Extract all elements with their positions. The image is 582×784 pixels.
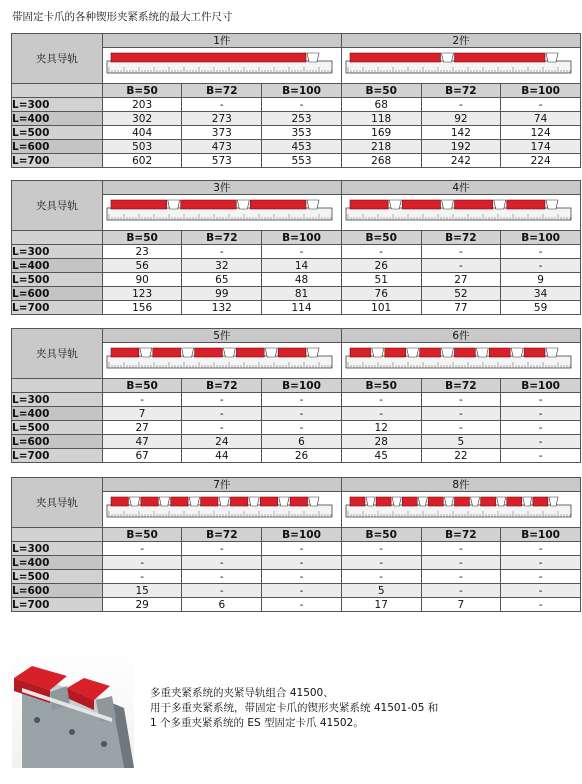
jaw-count-header: 3件 (102, 181, 341, 195)
max-workpiece-size: 124 (501, 126, 581, 140)
max-workpiece-size: 24 (182, 435, 262, 449)
table-row (12, 245, 581, 259)
wedge-clamp (189, 497, 199, 506)
width-header: B=50 (341, 231, 421, 245)
width-header: B=72 (182, 84, 262, 98)
max-workpiece-size: 47 (102, 435, 182, 449)
wedge-clamp (546, 348, 558, 357)
max-workpiece-size: 14 (262, 259, 342, 273)
page-title: 带固定卡爪的各种锲形夹紧系统的最大工件尺寸 (12, 11, 233, 23)
jaw-diagram-cell (341, 48, 580, 84)
max-workpiece-size: - (262, 556, 342, 570)
jaw-block (250, 200, 306, 209)
jaw-block (480, 497, 495, 506)
max-workpiece-size: - (501, 393, 581, 407)
max-workpiece-size: - (421, 393, 501, 407)
length-label: L=600 (12, 584, 103, 598)
jaw-block (350, 53, 441, 62)
max-workpiece-size: - (182, 245, 262, 259)
jaw-count-table (11, 477, 581, 612)
wedge-clamp (372, 348, 384, 357)
max-workpiece-size: - (341, 570, 421, 584)
wedge-clamp (546, 53, 558, 62)
max-workpiece-size: 224 (501, 154, 581, 168)
max-workpiece-size: - (421, 421, 501, 435)
table-row (12, 287, 581, 301)
wedge-clamp (129, 497, 139, 506)
max-workpiece-size: 23 (102, 245, 182, 259)
wedge-clamp (219, 497, 229, 506)
max-workpiece-size: 7 (102, 407, 182, 421)
table-row (12, 112, 581, 126)
jaw-block (507, 200, 545, 209)
jaw-block (420, 348, 441, 357)
table-row (12, 407, 581, 421)
width-header: B=100 (262, 379, 342, 393)
jaw-block (402, 497, 417, 506)
width-header: B=72 (182, 379, 262, 393)
max-workpiece-size: 404 (102, 126, 182, 140)
width-header: B=72 (421, 84, 501, 98)
length-label: L=700 (12, 301, 103, 315)
wedge-clamp (223, 348, 235, 357)
rail-label: 夹具导轨 (12, 181, 103, 231)
jaw-block (454, 348, 475, 357)
jaw-layout-diagram (342, 492, 575, 524)
jaw-count-header: 7件 (102, 478, 341, 492)
length-label: L=300 (12, 98, 103, 112)
max-workpiece-size: - (182, 584, 262, 598)
max-workpiece-size: - (421, 259, 501, 273)
max-workpiece-size: - (262, 98, 342, 112)
caption-line: 用于多重夹紧系统，带固定卡爪的锲形夹紧系统 41501-05 和 (150, 702, 439, 714)
width-header: B=50 (102, 231, 182, 245)
max-workpiece-size: 32 (182, 259, 262, 273)
max-workpiece-size: 142 (421, 126, 501, 140)
max-workpiece-size: - (421, 584, 501, 598)
wedge-clamp (308, 497, 318, 506)
jaw-block (507, 497, 522, 506)
max-workpiece-size: 51 (341, 273, 421, 287)
max-workpiece-size: 218 (341, 140, 421, 154)
max-workpiece-size: - (262, 393, 342, 407)
jaw-count-header: 8件 (341, 478, 580, 492)
length-label: L=600 (12, 140, 103, 154)
table-row (12, 542, 581, 556)
jaw-block (141, 497, 158, 506)
max-workpiece-size: 81 (262, 287, 342, 301)
max-workpiece-size: 26 (341, 259, 421, 273)
jaw-block (350, 348, 371, 357)
max-workpiece-size: - (262, 584, 342, 598)
length-label: L=700 (12, 598, 103, 612)
max-workpiece-size: 99 (182, 287, 262, 301)
wedge-clamp (181, 348, 193, 357)
max-workpiece-size: - (501, 584, 581, 598)
jaw-count-table (11, 180, 581, 315)
jaw-count-header: 4件 (341, 181, 580, 195)
jaw-layout-diagram (342, 343, 575, 375)
max-workpiece-size: 29 (102, 598, 182, 612)
max-workpiece-size: - (501, 421, 581, 435)
max-workpiece-size: - (501, 245, 581, 259)
max-workpiece-size: - (341, 393, 421, 407)
width-header: B=100 (501, 231, 581, 245)
max-workpiece-size: 74 (501, 112, 581, 126)
max-workpiece-size: 9 (501, 273, 581, 287)
jaw-diagram-cell (102, 343, 341, 379)
corner-cell (12, 528, 103, 542)
max-workpiece-size: 92 (421, 112, 501, 126)
width-header: B=50 (102, 528, 182, 542)
wedge-clamp (389, 200, 401, 209)
max-workpiece-size: - (501, 542, 581, 556)
product-photo (12, 648, 134, 768)
max-workpiece-size: 132 (182, 301, 262, 315)
max-workpiece-size: - (262, 542, 342, 556)
max-workpiece-size: - (501, 449, 581, 463)
max-workpiece-size: 6 (182, 598, 262, 612)
max-workpiece-size: 15 (102, 584, 182, 598)
max-workpiece-size: 353 (262, 126, 342, 140)
length-label: L=400 (12, 556, 103, 570)
jaw-layout-diagram (342, 48, 575, 80)
jaw-block (350, 200, 388, 209)
max-workpiece-size: 12 (341, 421, 421, 435)
max-workpiece-size: 34 (501, 287, 581, 301)
max-workpiece-size: 553 (262, 154, 342, 168)
jaw-layout-diagram (103, 343, 336, 375)
caption-line: 多重夹紧系统的夹紧导轨组合 41500、 (150, 687, 334, 699)
jaw-block (278, 348, 306, 357)
width-header: B=100 (262, 84, 342, 98)
max-workpiece-size: 253 (262, 112, 342, 126)
table-row (12, 584, 581, 598)
jaw-layout-diagram (103, 48, 336, 80)
width-header: B=72 (182, 231, 262, 245)
table-row (12, 154, 581, 168)
max-workpiece-size: 453 (262, 140, 342, 154)
max-workpiece-size: 473 (182, 140, 262, 154)
max-workpiece-size: - (102, 393, 182, 407)
max-workpiece-size: 573 (182, 154, 262, 168)
table-row (12, 301, 581, 315)
length-label: L=500 (12, 126, 103, 140)
table-row (12, 126, 581, 140)
jaw-block (236, 348, 264, 357)
max-workpiece-size: 52 (421, 287, 501, 301)
width-header: B=100 (501, 84, 581, 98)
width-header: B=50 (341, 379, 421, 393)
wedge-clamp (476, 348, 488, 357)
max-workpiece-size: 192 (421, 140, 501, 154)
jaw-block (533, 497, 548, 506)
jaw-block (454, 497, 469, 506)
max-workpiece-size: 5 (421, 435, 501, 449)
max-workpiece-size: 156 (102, 301, 182, 315)
jaw-block (489, 348, 510, 357)
jaw-block (153, 348, 181, 357)
max-workpiece-size: 45 (341, 449, 421, 463)
clamping-rail-image (12, 648, 134, 768)
wedge-clamp (159, 497, 169, 506)
corner-cell (12, 231, 103, 245)
jaw-block (454, 200, 492, 209)
width-header: B=72 (421, 231, 501, 245)
max-workpiece-size: - (102, 570, 182, 584)
corner-cell (12, 379, 103, 393)
length-label: L=300 (12, 542, 103, 556)
jaw-diagram-cell (102, 492, 341, 528)
width-header: B=72 (421, 379, 501, 393)
wedge-clamp (511, 348, 523, 357)
max-workpiece-size: 59 (501, 301, 581, 315)
max-workpiece-size: - (421, 407, 501, 421)
wedge-clamp (407, 348, 419, 357)
wedge-clamp (140, 348, 152, 357)
jaw-layout-diagram (103, 492, 336, 524)
wedge-clamp (307, 53, 319, 62)
max-workpiece-size: - (182, 556, 262, 570)
jaw-layout-diagram (342, 195, 575, 227)
wedge-clamp (278, 497, 288, 506)
jaw-block (454, 53, 545, 62)
wedge-clamp (441, 53, 453, 62)
jaw-count-table (11, 328, 581, 463)
table-row (12, 449, 581, 463)
max-workpiece-size: - (182, 98, 262, 112)
width-header: B=100 (262, 528, 342, 542)
max-workpiece-size: - (262, 245, 342, 259)
max-workpiece-size: 48 (262, 273, 342, 287)
max-workpiece-size: 56 (102, 259, 182, 273)
jaw-block (200, 497, 217, 506)
max-workpiece-size: 68 (341, 98, 421, 112)
table-row (12, 598, 581, 612)
max-workpiece-size: 22 (421, 449, 501, 463)
max-workpiece-size: 67 (102, 449, 182, 463)
jaw-block (171, 497, 188, 506)
max-workpiece-size: - (262, 407, 342, 421)
max-workpiece-size: - (421, 542, 501, 556)
width-header: B=100 (262, 231, 342, 245)
max-workpiece-size: - (182, 407, 262, 421)
jaw-block (428, 497, 443, 506)
max-workpiece-size: 90 (102, 273, 182, 287)
max-workpiece-size: 17 (341, 598, 421, 612)
caption (150, 686, 438, 731)
jaw-block (290, 497, 307, 506)
max-workpiece-size: - (262, 598, 342, 612)
max-workpiece-size: - (501, 259, 581, 273)
max-workpiece-size: 242 (421, 154, 501, 168)
jaw-block (194, 348, 222, 357)
max-workpiece-size: - (262, 570, 342, 584)
max-workpiece-size: 268 (341, 154, 421, 168)
max-workpiece-size: - (501, 598, 581, 612)
width-header: B=50 (341, 84, 421, 98)
jaw-layout-diagram (103, 195, 336, 227)
max-workpiece-size: 273 (182, 112, 262, 126)
max-workpiece-size: 169 (341, 126, 421, 140)
max-workpiece-size: - (102, 542, 182, 556)
max-workpiece-size: - (102, 556, 182, 570)
width-header: B=100 (501, 528, 581, 542)
max-workpiece-size: 503 (102, 140, 182, 154)
rail-label: 夹具导轨 (12, 329, 103, 379)
max-workpiece-size: - (421, 245, 501, 259)
max-workpiece-size: - (182, 570, 262, 584)
wedge-clamp (441, 348, 453, 357)
max-workpiece-size: 123 (102, 287, 182, 301)
wedge-clamp (237, 200, 249, 209)
max-workpiece-size: 203 (102, 98, 182, 112)
max-workpiece-size: - (341, 556, 421, 570)
jaw-diagram-cell (341, 492, 580, 528)
max-workpiece-size: - (501, 407, 581, 421)
max-workpiece-size: 76 (341, 287, 421, 301)
jaw-block (402, 200, 440, 209)
wedge-clamp (441, 200, 453, 209)
rail-label: 夹具导轨 (12, 34, 103, 84)
table-row (12, 570, 581, 584)
length-label: L=500 (12, 273, 103, 287)
max-workpiece-size: 44 (182, 449, 262, 463)
max-workpiece-size: 114 (262, 301, 342, 315)
max-workpiece-size: - (341, 245, 421, 259)
jaw-block (376, 497, 391, 506)
max-workpiece-size: 373 (182, 126, 262, 140)
max-workpiece-size: 28 (341, 435, 421, 449)
table-row (12, 435, 581, 449)
max-workpiece-size: - (501, 556, 581, 570)
length-label: L=700 (12, 154, 103, 168)
length-label: L=700 (12, 449, 103, 463)
jaw-block (350, 497, 365, 506)
jaw-block (180, 200, 236, 209)
jaw-count-header: 1件 (102, 34, 341, 48)
max-workpiece-size: 27 (102, 421, 182, 435)
table-row (12, 140, 581, 154)
max-workpiece-size: 602 (102, 154, 182, 168)
wedge-clamp (546, 200, 558, 209)
max-workpiece-size: 65 (182, 273, 262, 287)
width-header: B=50 (102, 379, 182, 393)
max-workpiece-size: 302 (102, 112, 182, 126)
table-row (12, 273, 581, 287)
wedge-clamp (249, 497, 259, 506)
length-label: L=400 (12, 112, 103, 126)
max-workpiece-size: 77 (421, 301, 501, 315)
table-row (12, 98, 581, 112)
wedge-clamp (265, 348, 277, 357)
width-header: B=50 (341, 528, 421, 542)
jaw-block (385, 348, 406, 357)
jaw-block (230, 497, 247, 506)
length-label: L=400 (12, 407, 103, 421)
length-label: L=300 (12, 393, 103, 407)
length-label: L=400 (12, 259, 103, 273)
wedge-clamp (167, 200, 179, 209)
max-workpiece-size: - (421, 556, 501, 570)
max-workpiece-size: - (341, 407, 421, 421)
jaw-count-header: 6件 (341, 329, 580, 343)
max-workpiece-size: - (182, 421, 262, 435)
jaw-block (524, 348, 545, 357)
max-workpiece-size: - (182, 542, 262, 556)
jaw-diagram-cell (102, 48, 341, 84)
length-label: L=600 (12, 435, 103, 449)
max-workpiece-size: 27 (421, 273, 501, 287)
length-label: L=500 (12, 421, 103, 435)
max-workpiece-size: 26 (262, 449, 342, 463)
wedge-clamp (307, 200, 319, 209)
caption-line: 1 个多重夹紧系统的 ES 型固定卡爪 41502。 (150, 717, 364, 729)
max-workpiece-size: 118 (341, 112, 421, 126)
length-label: L=500 (12, 570, 103, 584)
width-header: B=50 (102, 84, 182, 98)
jaw-diagram-cell (341, 343, 580, 379)
rail-label: 夹具导轨 (12, 478, 103, 528)
max-workpiece-size: - (182, 393, 262, 407)
jaw-diagram-cell (102, 195, 341, 231)
jaw-count-table (11, 33, 581, 168)
jaw-block (111, 497, 128, 506)
max-workpiece-size: - (501, 435, 581, 449)
width-header: B=72 (421, 528, 501, 542)
length-label: L=300 (12, 245, 103, 259)
corner-cell (12, 84, 103, 98)
jaw-block (260, 497, 277, 506)
max-workpiece-size: - (341, 542, 421, 556)
table-row (12, 393, 581, 407)
max-workpiece-size: - (421, 98, 501, 112)
jaw-block (111, 200, 167, 209)
jaw-block (111, 348, 139, 357)
max-workpiece-size: - (421, 570, 501, 584)
wedge-clamp (307, 348, 319, 357)
max-workpiece-size: - (501, 98, 581, 112)
max-workpiece-size: 6 (262, 435, 342, 449)
table-row (12, 259, 581, 273)
width-header: B=72 (182, 528, 262, 542)
max-workpiece-size: 7 (421, 598, 501, 612)
max-workpiece-size: 5 (341, 584, 421, 598)
length-label: L=600 (12, 287, 103, 301)
width-header: B=100 (501, 379, 581, 393)
max-workpiece-size: - (501, 570, 581, 584)
table-row (12, 556, 581, 570)
jaw-diagram-cell (341, 195, 580, 231)
jaw-count-header: 5件 (102, 329, 341, 343)
max-workpiece-size: 101 (341, 301, 421, 315)
max-workpiece-size: 174 (501, 140, 581, 154)
jaw-count-header: 2件 (341, 34, 580, 48)
max-workpiece-size: - (262, 421, 342, 435)
jaw-block (111, 53, 306, 62)
table-row (12, 421, 581, 435)
wedge-clamp (494, 200, 506, 209)
